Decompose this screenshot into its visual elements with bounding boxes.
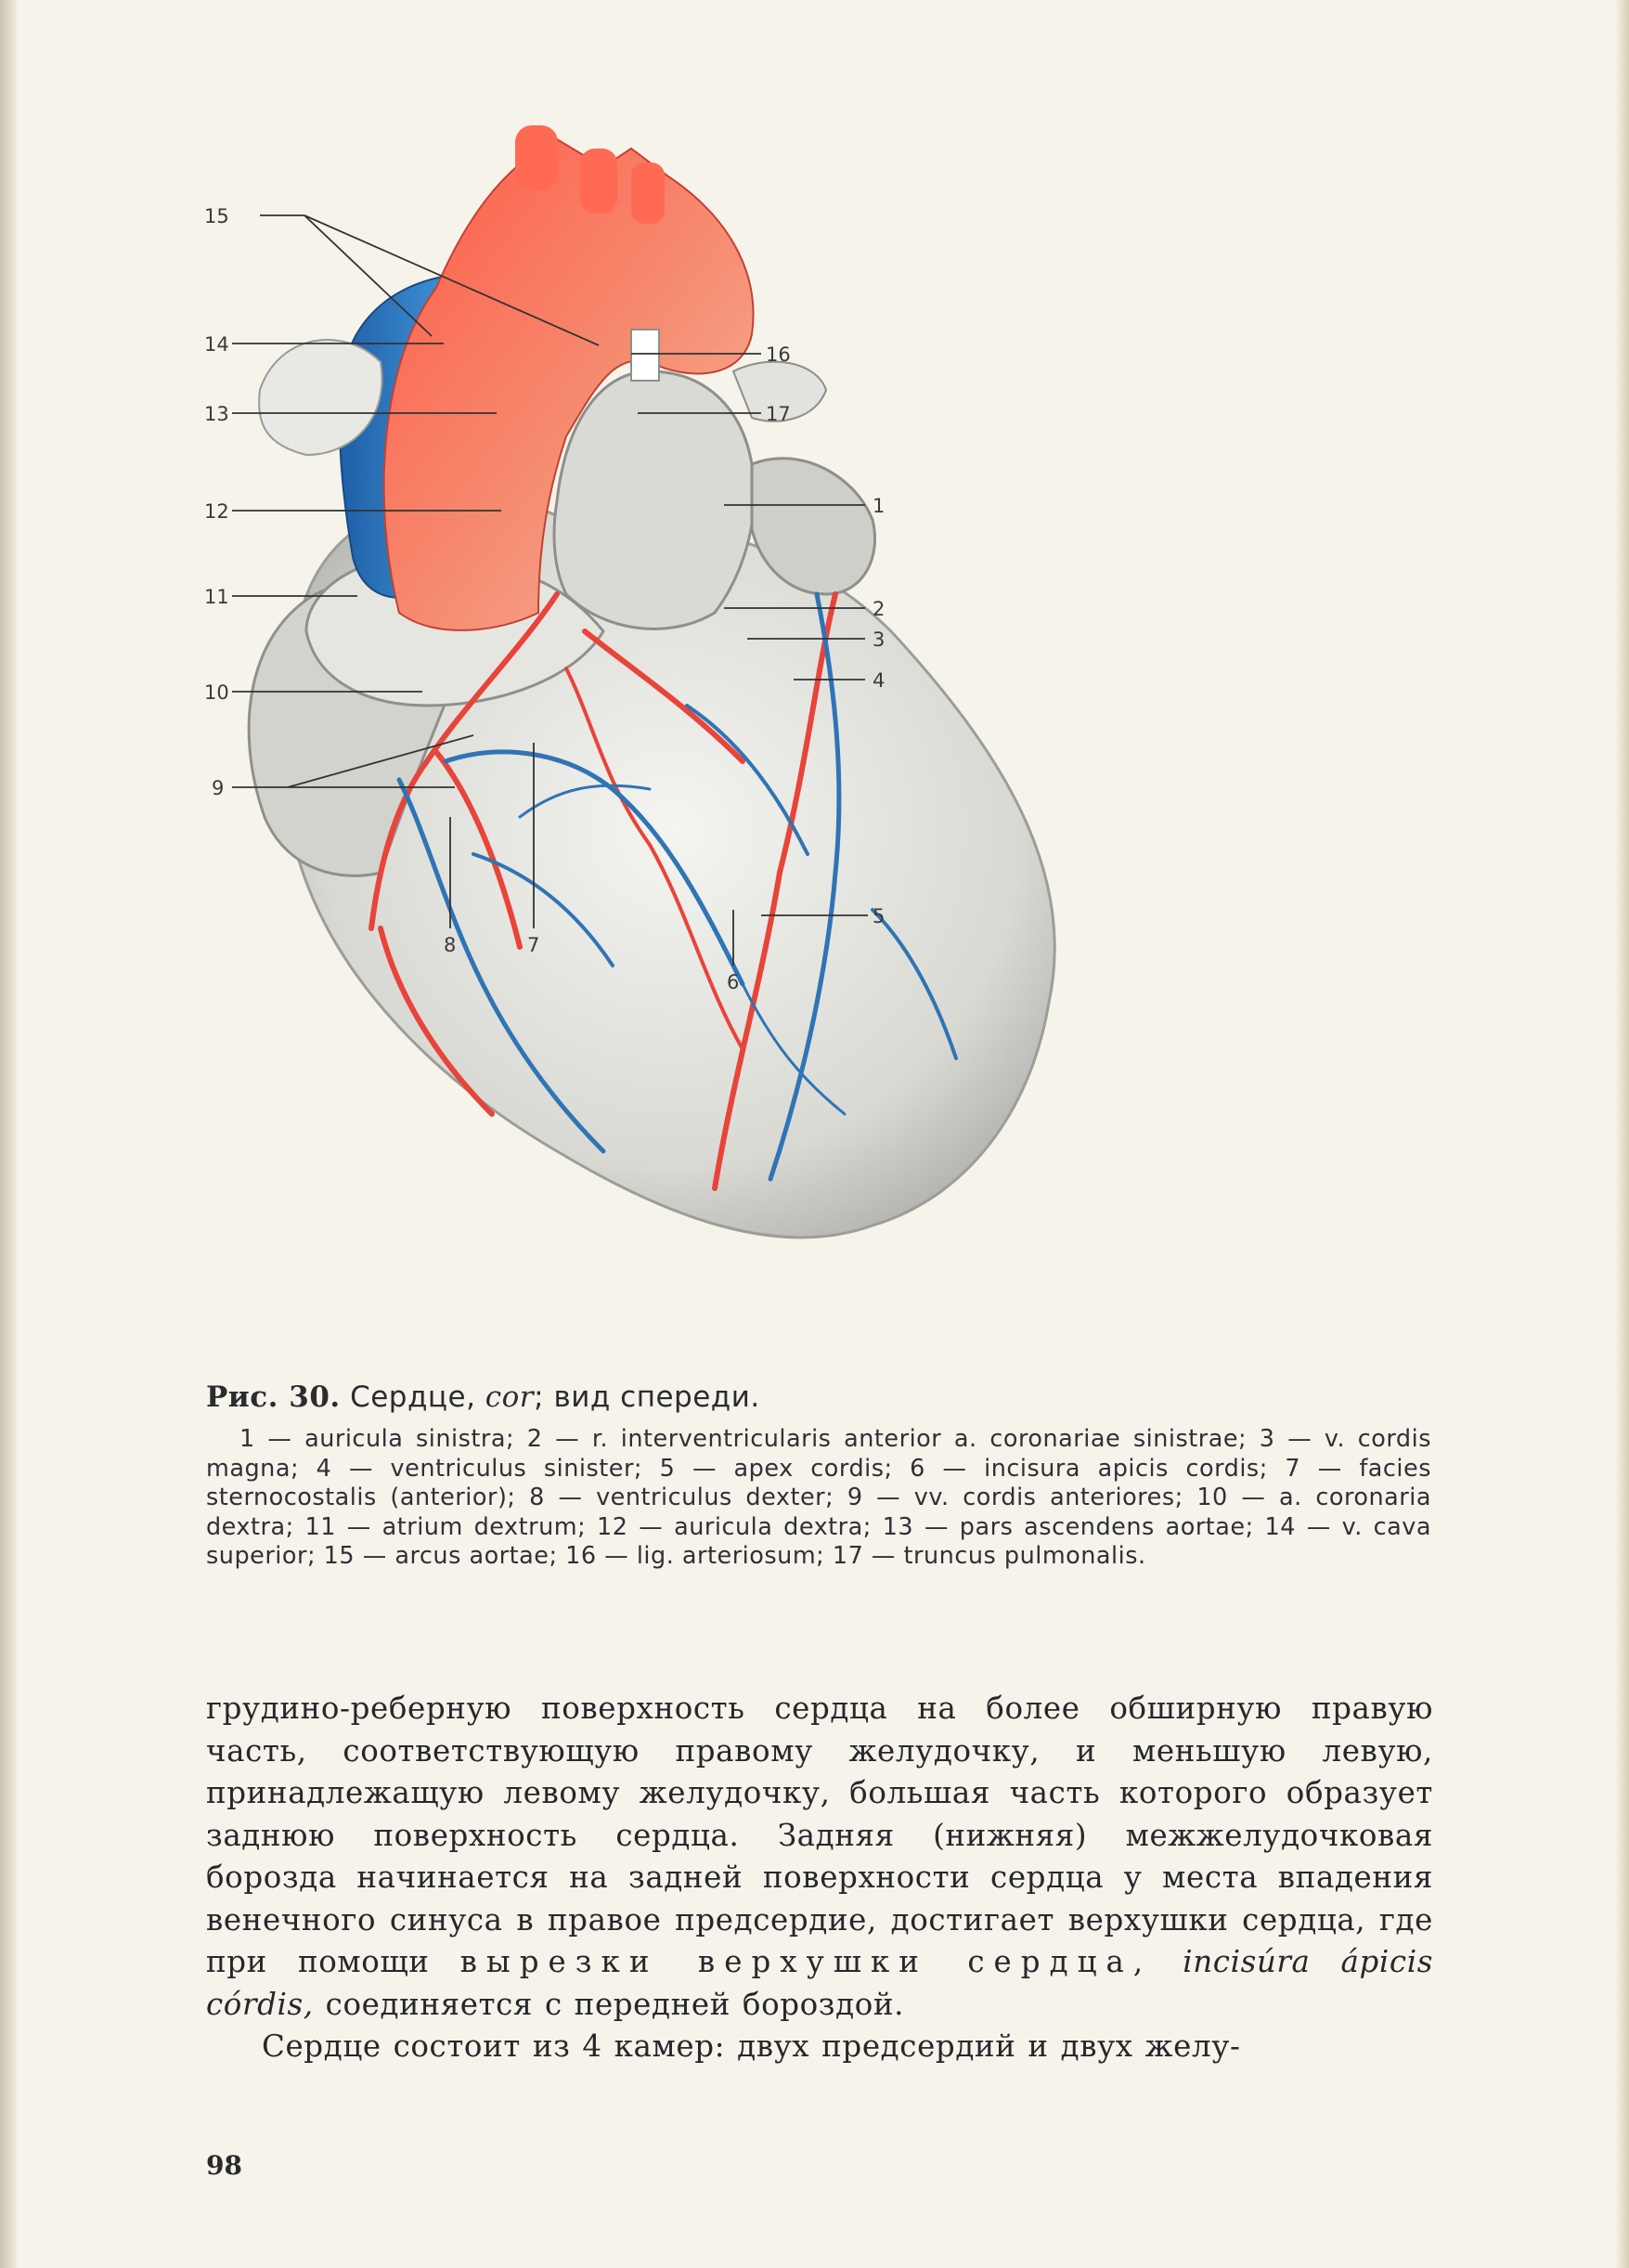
label-4: 4 (873, 669, 886, 692)
paragraph-1-end: соединяется с передней бороздой. (325, 1986, 905, 2022)
paragraph-2: Сердце состоит из 4 камер: двух предсердий и двух желу- (262, 2028, 1241, 2064)
figure-legend: 1 — auricula sinistra; 2 — r. interventricularis anterior a. coronariae sinistrae; 3 — v. cordis magna; 4 — ventriculus sinister; 5 — apex cordis; 6 — incisura apicis cordis; 7 — facies sternocostalis (anterior); 8 — ventriculus dexter; 9 — vv. cordis anteriores; 10 — a. coronaria dextra; 11 — atrium dextrum; 12 — auricula dextra; 13 — pars ascendens aortae; 14 — v. cava superior; 15 — arcus aortae; 16 — lig. arteriosum; 17 — truncus pulmonalis. (206, 1425, 1431, 1570)
label-13: 13 (204, 403, 229, 425)
label-12: 12 (204, 500, 229, 523)
body-text (206, 1688, 1433, 2068)
term-spaced: вырезки верхушки сердца, (459, 1944, 1153, 1979)
label-2: 2 (873, 598, 886, 620)
label-11: 11 (204, 586, 229, 608)
label-1: 1 (873, 495, 886, 517)
page-edge-left (0, 0, 17, 2268)
label-15: 15 (204, 205, 229, 227)
page-edge-right (1616, 0, 1629, 2268)
page-number: 98 (206, 2150, 242, 2181)
heart-illustration (167, 111, 1235, 1383)
paragraph-1 (206, 1688, 1433, 2026)
figure-number: Рис. 30. (206, 1380, 341, 1414)
label-14: 14 (204, 333, 229, 356)
paragraph-1-text: грудино-реберную поверхность сердца на более обширную правую часть, соответствующую правому желудочку, и меньшую левую, принадлежащую левому желудочку, большая часть которого образует заднюю поверхность сердца. Задняя (нижняя) межжелудочковая борозда начинается на задней поверхности сердца у места впадения венечного синуса в правое предсердие, достигает верхушки сердца, где при помощи (206, 1691, 1433, 1979)
label-7: 7 (527, 934, 540, 956)
label-6: 6 (727, 971, 740, 993)
figure-caption (206, 1380, 1431, 1572)
label-9: 9 (212, 777, 225, 799)
aortic-branch-2 (580, 149, 617, 214)
aortic-branch-3 (631, 162, 665, 224)
aortic-branch-1 (515, 125, 558, 190)
term-latin: incisúra ápicis córdis, (206, 1944, 1433, 2022)
truncus-pulmonalis (554, 371, 755, 629)
label-3: 3 (873, 629, 886, 651)
label-10: 10 (204, 681, 229, 704)
caption-title (206, 1380, 1431, 1414)
label-16: 16 (766, 343, 791, 366)
figure-title: Сердце, (350, 1380, 476, 1414)
label-5: 5 (873, 905, 886, 927)
label-8: 8 (444, 934, 457, 956)
figure-title-latin: cor (485, 1380, 535, 1414)
figure-title-rest: ; вид спереди. (534, 1380, 760, 1414)
ligamentum-arteriosum (631, 330, 659, 381)
label-17: 17 (766, 403, 791, 425)
